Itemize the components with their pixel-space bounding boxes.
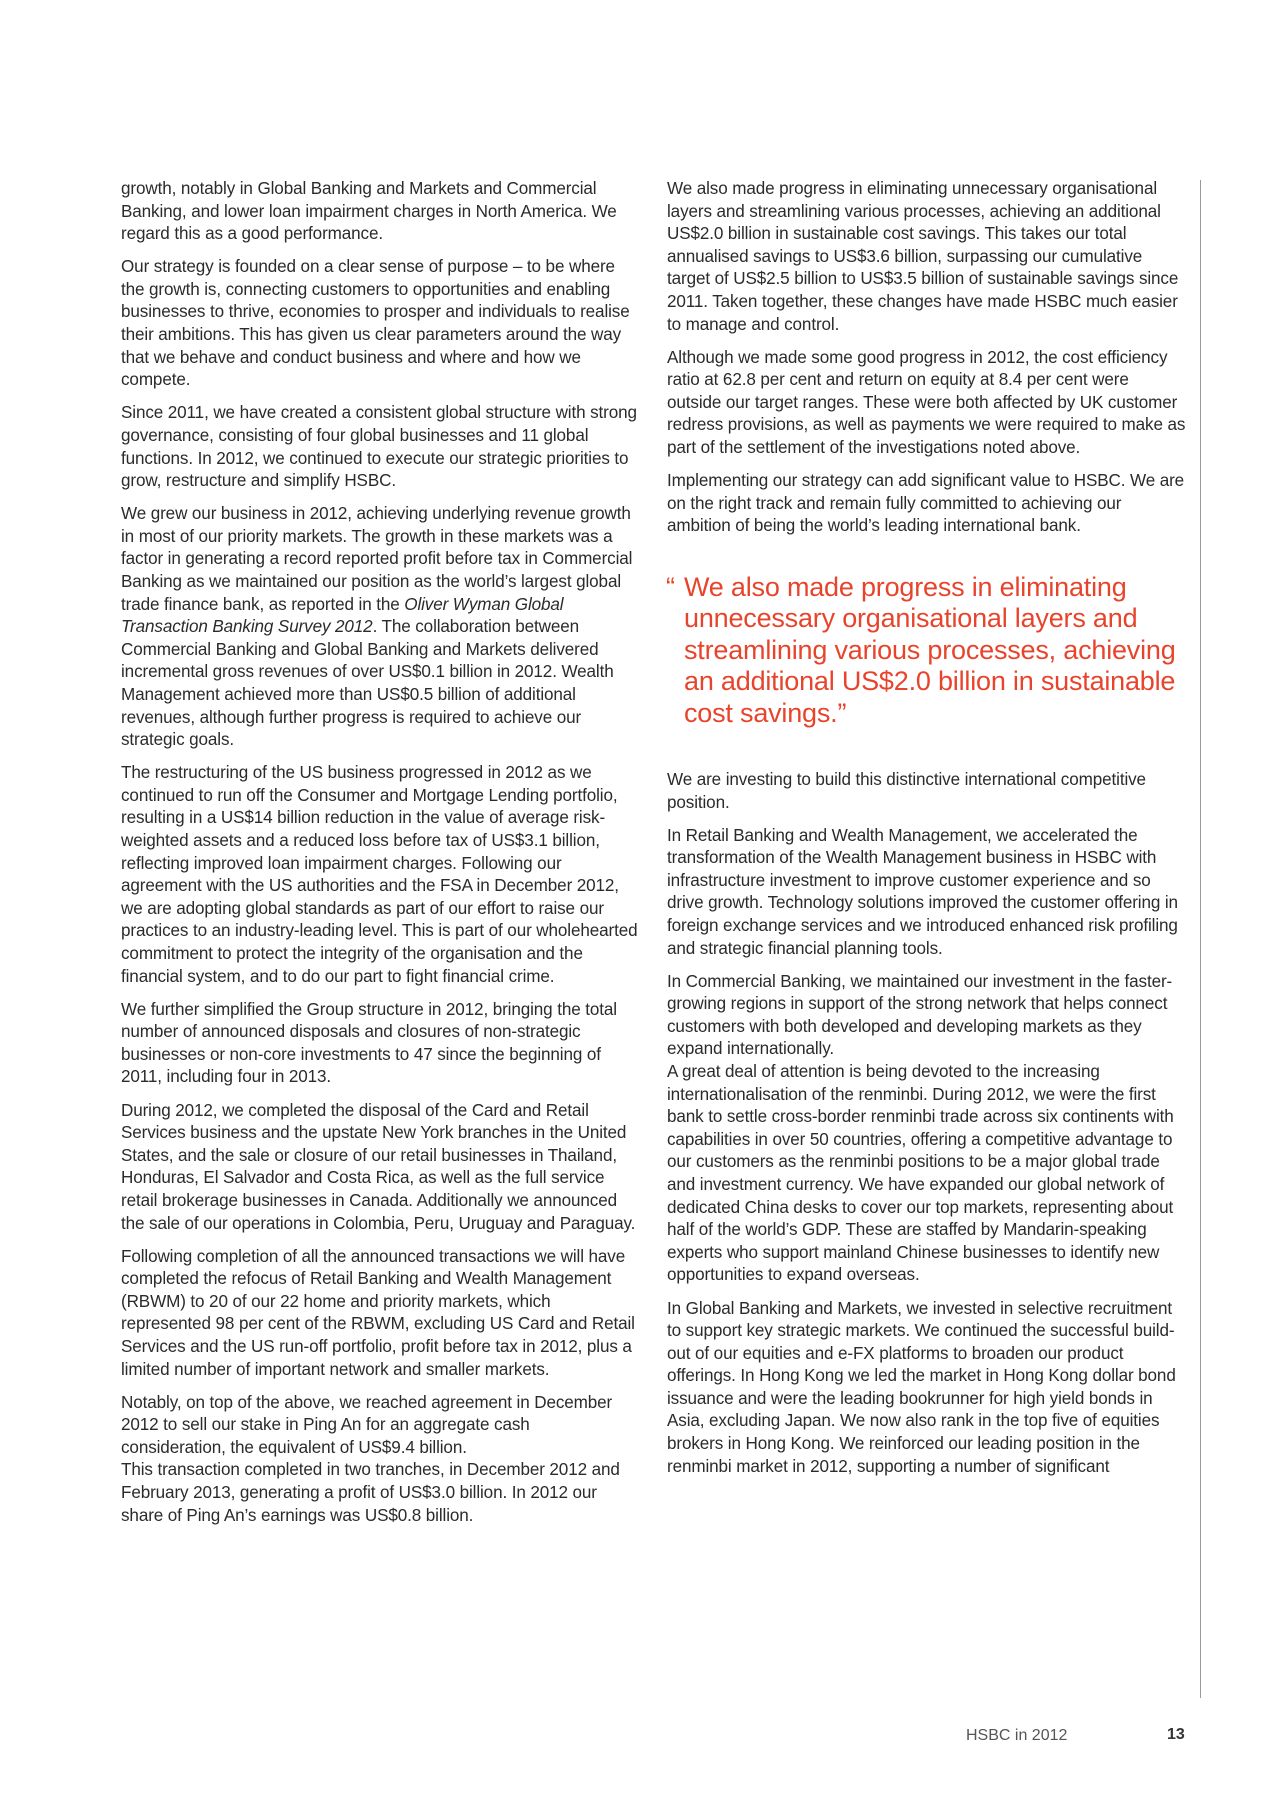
paragraph: We are investing to build this distinctive international competitive position. [667,769,1146,812]
paragraph: growth, notably in Global Banking and Markets and Commercial Banking, and lower loan impairment charges in North America. We regard this as a good performance. [121,179,617,244]
open-quote-mark: “ [666,571,675,602]
pull-quote-text: We also made progress in eliminating unnecessary organisational layers and streamlining various processes, achieving an additional US$2.0 billion in sustainable cost savings.” [684,571,1176,728]
paragraph-text: We grew our business in 2012, achieving underlying revenue growth in most of our priority markets. The growth in these markets was a factor in generating a record reported profit before tax in Commercial Banking as we maintained our position as the world’s largest global trade finance bank, as reported in the [121,504,633,614]
paragraph-text: . The collaboration between Commercial Banking and Global Banking and Markets delivered incremental gross revenues of over US$0.1 billion in 2012. Wealth Management achieved more than US$0.5 billion of additional revenues, although further progress is required to achieve our strategic goals. [121,617,614,750]
paragraph-text: Notably, on top of the above, we reached agreement in December 2012 to sell our stake in Ping An for an aggregate cash consideration, the equivalent of US$9.4 billion. [121,1392,613,1457]
paragraph-text: In Commercial Banking, we maintained our investment in the faster-growing regions in support of the strong network that helps connect customers with both developed and developing markets as they expand internationally. [667,971,1173,1059]
paragraph: In Retail Banking and Wealth Management, we accelerated the transformation of the Wealth Management business in HSBC with infrastructure investment to improve customer experience and so drive growth. Technology solutions improved the customer offering in foreign exchange services and we introduced enhanced risk profiling and strategic financial planning tools. [667,825,1178,958]
paragraph [121,1392,639,1528]
vertical-divider [1200,180,1201,1698]
publication-title: Oliver Wyman Global Transaction Banking Survey 2012 [121,594,564,637]
paragraph: During 2012, we completed the disposal of the Card and Retail Services business and the upstate New York branches in the United States, and the sale or closure of our retail businesses in Thailand, Honduras, El Salvador and Costa Rica, as well as the full service retail brokerage businesses in Canada. Additionally we announced the sale of our operations in Colombia, Peru, Uruguay and Paraguay. [121,1100,636,1233]
paragraph: We further simplified the Group structure in 2012, bringing the total number of announced disposals and closures of non-strategic businesses or non-core investments to 47 since the beginning of 2011, including four in 2013. [121,999,617,1087]
paragraph: The restructuring of the US business progressed in 2012 as we continued to run off the Consumer and Mortgage Lending portfolio, resulting in a US$14 billion reduction in the value of average risk-weighted assets and a reduced loss before tax of US$3.1 billion, reflecting improved loan impairment charges. Following our agreement with the US authorities and the FSA in December 2012, we are adopting global standards as part of our effort to raise our practices to an industry-leading level. This is part of our wholehearted commitment to protect the integrity of the organisation and the financial system, and to do our part to fight financial crime. [121,763,638,986]
paragraph: In Global Banking and Markets, we invested in selective recruitment to support key strategic markets. We continued the successful build-out of our equities and e-FX platforms to broaden our product offerings. In Hong Kong we led the market in Hong Kong dollar bond issuance and were the leading bookrunner for high yield bonds in Asia, excluding Japan. We now also rank in the top five of equities brokers in Hong Kong. We reinforced our leading position in the renminbi market in 2012, supporting a number of significant [667,1298,1176,1476]
paragraph-text: A great deal of attention is being devoted to the increasing internationalisation of the renminbi. During 2012, we were the first bank to settle cross-border renminbi trade across six continents with capabilities in over 50 countries, offering a competitive advantage to our customers as the renminbi positions to be a major global trade and investment currency. We have expanded our global network of dedicated China desks to cover our top markets, representing about half of the world’s GDP. These are staffed by Mandarin-speaking experts who support mainland Chinese businesses to identify new opportunities to expand overseas. [667,1062,1174,1285]
paragraph: We also made progress in eliminating unnecessary organisational layers and streamlining various processes, achieving an additional US$2.0 billion in sustainable cost savings. This takes our total annualised savings to US$3.6 billion, surpassing our cumulative target of US$2.5 billion to US$3.5 billion of sustainable savings since 2011. Taken together, these changes have made HSBC much easier to manage and control. [667,179,1179,334]
paragraph [121,503,639,752]
pull-quote [667,572,1187,729]
paragraph: Implementing our strategy can add significant value to HSBC. We are on the right track and remain fully committed to achieving our ambition of being the world’s leading international bank. [667,471,1185,536]
page-number: 13 [1167,1726,1185,1743]
paragraph-text: This transaction completed in two tranches, in December 2012 and February 2013, generating a profit of US$3.0 billion. In 2012 our share of Ping An’s earnings was US$0.8 billion. [121,1460,620,1525]
footer-section-label: HSBC in 2012 [966,1727,1068,1744]
paragraph: Our strategy is founded on a clear sense of purpose – to be where the growth is, connecting customers to opportunities and enabling businesses to thrive, economies to prosper and individuals to realise their ambitions. This has given us clear parameters around the way that we behave and conduct business and where and how we compete. [121,257,630,390]
right-text-column [667,178,1187,1489]
paragraph: Following completion of all the announced transactions we will have completed the refocus of Retail Banking and Wealth Management (RBWM) to 20 of our 22 home and priority markets, which represented 98 per cent of the RBWM, excluding US Card and Retail Services and the US run-off portfolio, profit before tax in 2012, plus a limited number of important network and smaller markets. [121,1246,635,1379]
paragraph: Although we made some good progress in 2012, the cost efficiency ratio at 62.8 per cent and return on equity at 8.4 per cent were outside our target ranges. These were both affected by UK customer redress provisions, as well as payments we were required to make as part of the settlement of the investigations noted above. [667,347,1186,458]
paragraph: Since 2011, we have created a consistent global structure with strong governance, consisting of four global businesses and 11 global functions. In 2012, we continued to execute our strategic priorities to grow, restructure and simplify HSBC. [121,403,637,491]
paragraph [667,971,1187,1287]
left-text-column [121,178,639,1538]
